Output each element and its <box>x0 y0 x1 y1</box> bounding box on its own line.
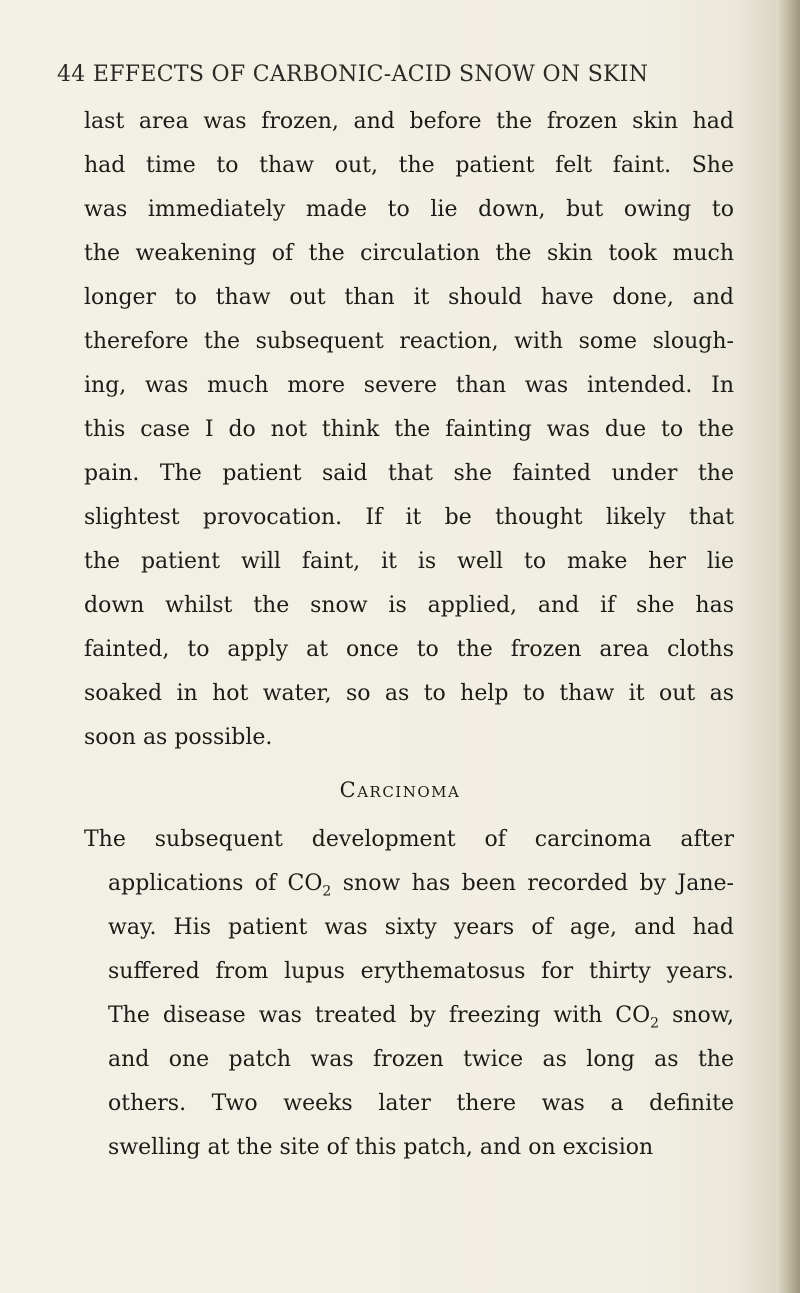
paragraph-2-text <box>84 818 734 1170</box>
text-segment: and one patch was frozen twice as long as the <box>108 1047 734 1072</box>
text-segment: way. His patient was sixty years of age, and had <box>108 915 734 940</box>
section-heading-carcinoma: Carcinoma <box>339 778 461 802</box>
text-segment: suffered from lupus erythematosus for thirty years. <box>108 959 734 984</box>
text-line: the patient will faint, it is well to make her lie <box>84 549 734 574</box>
text-line <box>84 906 734 950</box>
text-segment: snow, <box>659 1003 734 1028</box>
text-line: therefore the subsequent reaction, with some slough- <box>84 329 734 354</box>
text-line: this case I do not think the fainting was due to the <box>84 417 734 442</box>
text-line: pain. The patient said that she fainted under the <box>84 461 734 486</box>
text-line: ing, was much more severe than was intended. In <box>84 373 734 398</box>
text-line: longer to thaw out than it should have done, and <box>84 285 734 310</box>
subscript: 2 <box>322 883 332 900</box>
text-line: fainted, to apply at once to the frozen area cloths <box>84 637 734 662</box>
text-line: had time to thaw out, the patient felt faint. She <box>84 153 734 178</box>
text-line: soon as possible. <box>84 725 273 750</box>
text-line: soaked in hot water, so as to help to thaw it out as <box>84 681 734 706</box>
text-segment: swelling at the site of this patch, and on excision <box>108 1135 654 1160</box>
text-line <box>84 1082 734 1126</box>
text-line: last area was frozen, and before the frozen skin had <box>84 109 734 134</box>
paragraph-carcinoma <box>84 818 734 1170</box>
text-line <box>84 818 734 862</box>
paragraph-fainting <box>84 100 734 760</box>
text-line: slightest provocation. If it be thought likely that <box>84 505 734 530</box>
text-segment: The subsequent development of carcinoma after <box>84 827 734 852</box>
text-segment: applications of CO <box>108 871 323 896</box>
text-line <box>84 862 734 906</box>
text-segment: snow has been recorded by Jane- <box>331 871 734 896</box>
text-line: was immediately made to lie down, but owing to <box>84 197 734 222</box>
subscript: 2 <box>650 1015 660 1032</box>
text-segment: others. Two weeks later there was a definite <box>108 1091 734 1116</box>
text-line <box>84 950 734 994</box>
text-line: down whilst the snow is applied, and if she has <box>84 593 734 618</box>
page-edge-shadow <box>776 0 800 1293</box>
text-line <box>84 1126 734 1170</box>
paragraph-1-text <box>84 100 734 760</box>
running-head: 44 EFFECTS OF CARBONIC-ACID SNOW ON SKIN <box>57 62 649 87</box>
text-line: the weakening of the circulation the skin took much <box>84 241 734 266</box>
text-line <box>84 994 734 1038</box>
text-line <box>84 1038 734 1082</box>
text-segment: The disease was treated by freezing with CO <box>108 1003 651 1028</box>
